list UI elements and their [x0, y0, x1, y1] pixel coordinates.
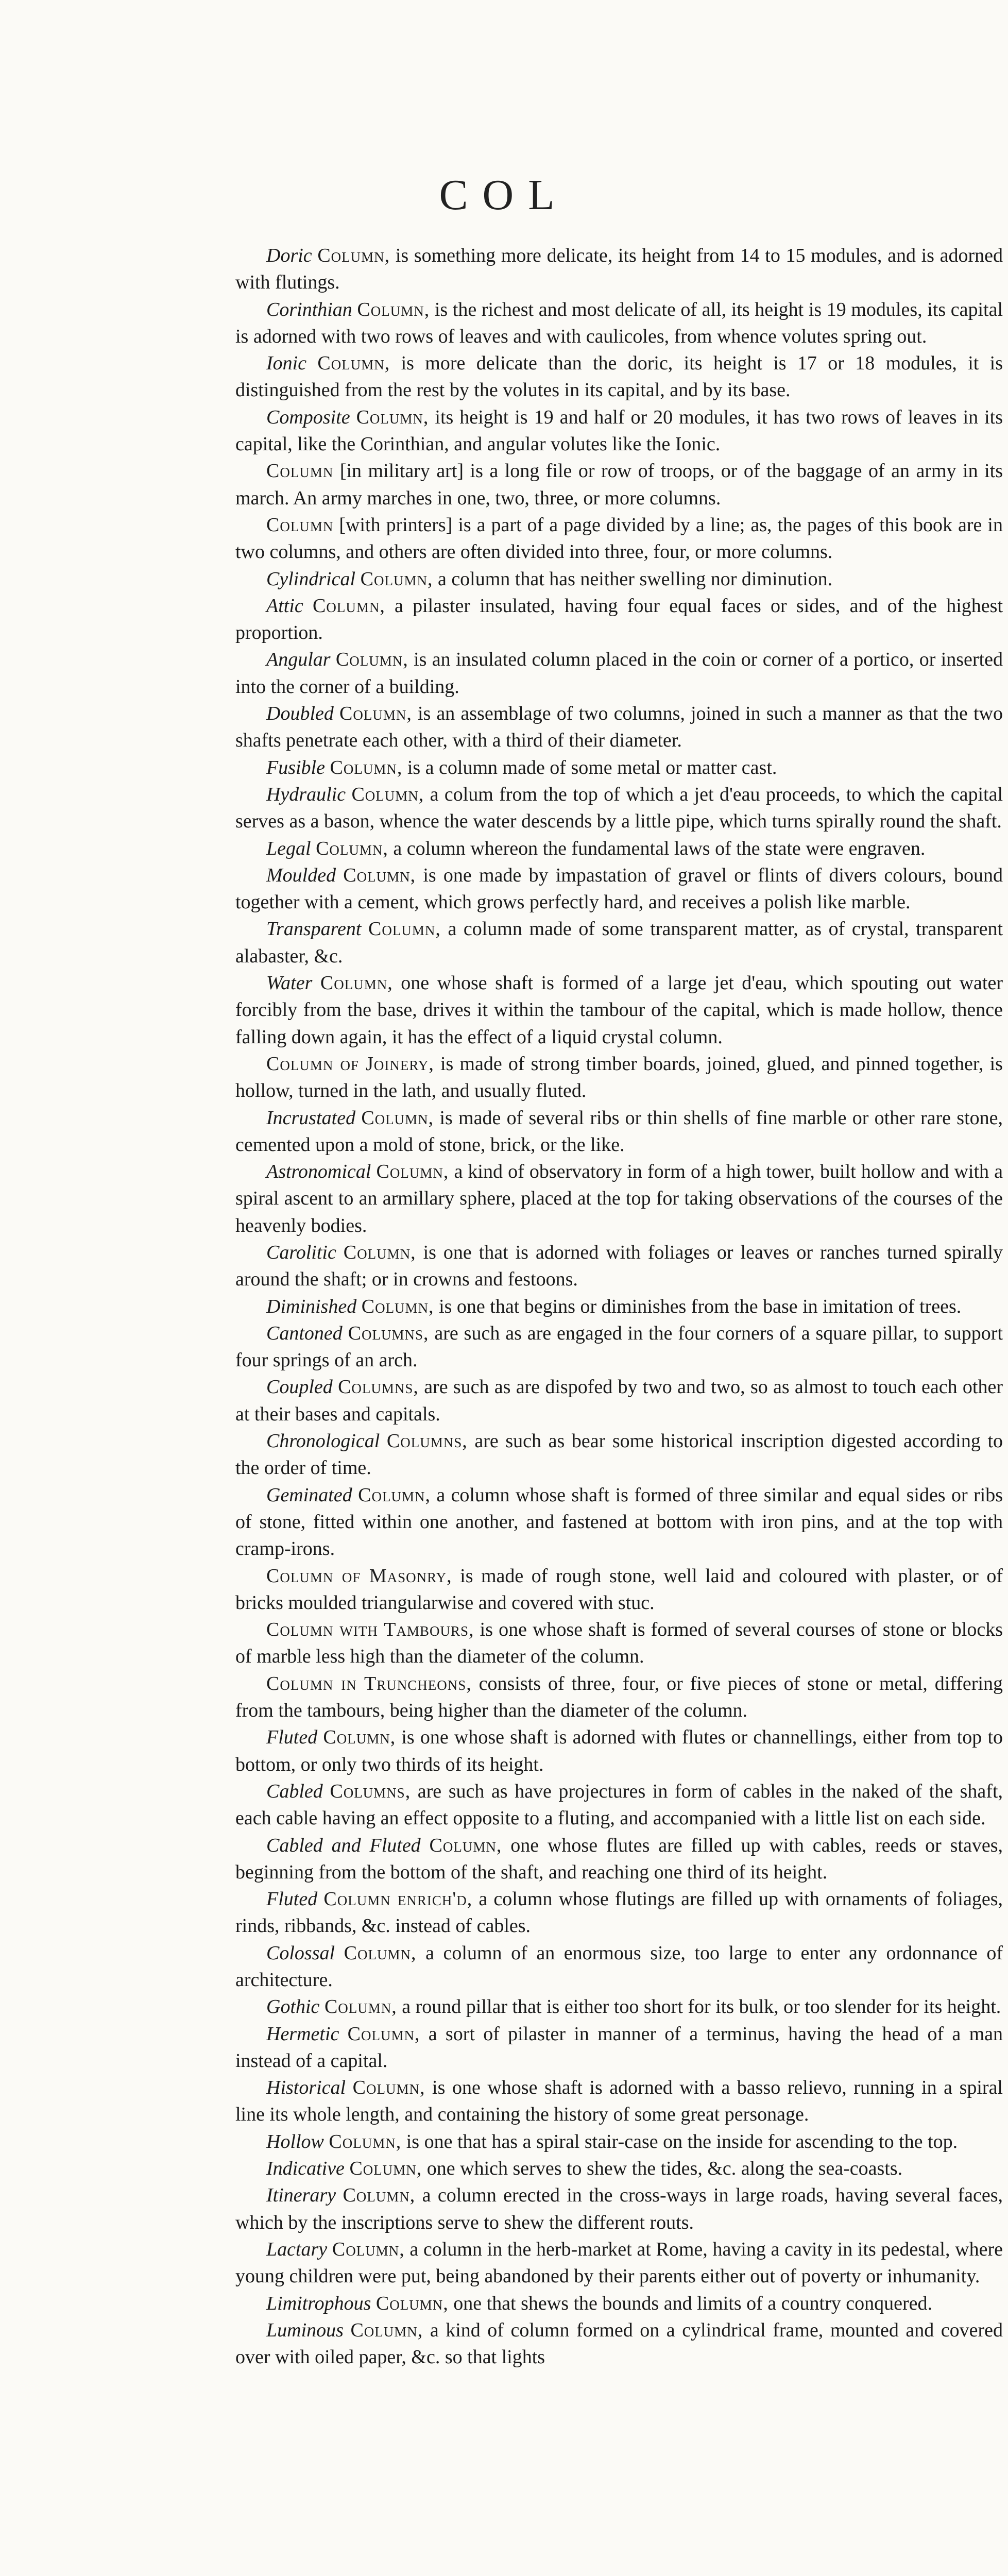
entry-term: Hollow: [266, 2130, 324, 2153]
dictionary-entry: [235, 2021, 1003, 2075]
entry-definition: one whose shaft is formed of a large jet d'eau, which spouting out water forcibly from the base, drives it within the tambour of the capital, which is made hollow, thence falling down again, it has the effect of a liquid crystal column.: [235, 972, 1003, 1048]
dictionary-entry: [235, 1563, 1003, 1617]
entry-term: Water: [266, 972, 313, 994]
entry-definition: consists of three, four, or five pieces of stone or metal, differing from the tambours, being higher than the diameter of the column.: [235, 1672, 1003, 1722]
entry-definition: a column that has neither swelling nor diminution.: [433, 568, 833, 590]
entry-definition: is one that has a spiral stair-case on the inside for ascending to the top.: [401, 2130, 958, 2153]
entry-definition: [in military art] is a long file or row of troops, or of the baggage of an army in its march. An army marches in one, two, three, or more columns.: [235, 460, 1003, 509]
entry-headword: Column,: [368, 918, 441, 940]
entry-definition: a round pillar that is either too short for its bulk, or too slender for its height.: [397, 1996, 1001, 2018]
entry-term: Indicative: [266, 2158, 345, 2180]
entry-definition: is more delicate than the doric, its height is 17 or 18 modules, it is distinguished from the rest by the volutes in its capital, and by its base.: [235, 352, 1003, 401]
entry-definition: is one that begins or diminishes from the base in imitation of trees.: [434, 1295, 962, 1317]
dictionary-entry: [235, 835, 1003, 862]
entry-definition: is made of several ribs or thin shells of fine marble or other rare stone, cemented upon a mold of stone, brick, or the like.: [235, 1107, 1003, 1156]
entry-term: Cylindrical: [266, 568, 356, 590]
entry-headword: Column,: [316, 837, 388, 859]
dictionary-entry: [235, 862, 1003, 916]
entry-headword: Column: [266, 514, 334, 536]
dictionary-entry: [235, 457, 1003, 512]
entry-term: Composite: [266, 406, 350, 428]
entry-definition: is one made by impastation of gravel or flints of divers colours, bound together with a cement, which grows perfectly hard, and receives a polish like marble.: [235, 864, 1003, 913]
dictionary-entry: [235, 404, 1003, 458]
dictionary-entry: [235, 2290, 1003, 2317]
entry-term: Fluted: [266, 1888, 318, 1910]
entry-headword: Column,: [323, 1726, 396, 1749]
entry-term: Luminous: [266, 2319, 344, 2341]
entry-headword: Column,: [324, 1996, 397, 2018]
dictionary-entry: [235, 1993, 1003, 2020]
entry-term: Diminished: [266, 1295, 357, 1317]
entry-headword: Column in Truncheons,: [266, 1672, 472, 1694]
dictionary-entry: [235, 1616, 1003, 1670]
entry-definition: are such as bear some historical inscription digested according to the order of time.: [235, 1430, 1003, 1479]
entry-headword: Column,: [375, 2292, 449, 2314]
entry-term: Coupled: [266, 1376, 333, 1398]
dictionary-entry: [235, 1293, 1003, 1320]
entry-headword: Column,: [361, 1107, 434, 1129]
entry-definition: one which serves to shew the tides, &c. along the sea-coasts.: [422, 2158, 903, 2180]
entry-term: Hermetic: [266, 2023, 339, 2045]
entry-definition: is one whose shaft is adorned with a basso relievo, running in a spiral line its whole length, and containing the history of some great personage.: [235, 2077, 1003, 2126]
entry-headword: Column enrich'd,: [323, 1888, 473, 1910]
entry-definition: a column whereon the fundamental laws of the state were engraven.: [388, 837, 926, 859]
entry-term: Ionic: [266, 352, 307, 375]
dictionary-entry: [235, 2128, 1003, 2155]
entry-definition: are such as are dispofed by two and two, so as almost to touch each other at their bases and capitals.: [235, 1376, 1003, 1425]
entry-headword: Columns,: [348, 1322, 429, 1344]
entry-headword: Column,: [320, 972, 393, 994]
entry-term: Gothic: [266, 1996, 320, 2018]
entry-headword: Column,: [357, 298, 430, 320]
entry-term: Doric: [266, 245, 312, 266]
entry-term: Hydraulic: [266, 783, 346, 805]
entry-definition: a column erected in the cross-ways in large roads, having several faces, which by the inscriptions serve to shew the different routs.: [235, 2184, 1003, 2233]
entry-definition: is an insulated column placed in the coin or corner of a portico, or inserted into the corner of a building.: [235, 649, 1003, 698]
entry-definition: is the richest and most delicate of all, its height is 19 modules, its capital is adorned with two rows of leaves and with caulicoles, from whence volutes spring out.: [235, 298, 1003, 347]
dictionary-entry: [235, 350, 1003, 404]
entry-headword: Column,: [429, 1834, 502, 1856]
entry-headword: Column,: [335, 649, 408, 671]
entry-definition: a column made of some transparent matter, as of crystal, transparent alabaster, &c.: [235, 918, 1003, 967]
entry-term: Itinerary: [266, 2184, 336, 2207]
entry-definition: is an assemblage of two columns, joined in such a manner as that the two shafts penetrate each other, with a third of their diameter.: [235, 703, 1003, 752]
dictionary-entry: [235, 970, 1003, 1050]
entry-term: Geminated: [266, 1484, 352, 1506]
entry-definition: is made of strong timber boards, joined, glued, and pinned together, is hollow, turned in the lath, and usually fluted.: [235, 1053, 1003, 1102]
entry-definition: a kind of column formed on a cylindrical frame, mounted and covered over with oiled paper, &c. so that lights: [235, 2319, 1003, 2368]
entry-headword: Column,: [343, 1241, 416, 1263]
entry-headword: Column,: [347, 2023, 420, 2045]
entry-headword: Column,: [332, 2238, 405, 2260]
entry-headword: Column,: [344, 1942, 417, 1964]
entry-definition: its height is 19 and half or 20 modules, it has two rows of leaves in its capital, like the Corinthian, and angular volutes like the Ionic.: [235, 406, 1003, 455]
dictionary-entry: [235, 781, 1003, 835]
dictionary-entry: [235, 1320, 1003, 1374]
entry-definition: a column in the herb-market at Rome, having a cavity in its pedestal, where young children were put, being abandoned by their parents either out of poverty or inhumanity.: [235, 2238, 1003, 2287]
entry-definition: a column whose shaft is formed of three similar and equal sides or ribs of stone, fitted within one another, and fastened at bottom with iron pins, and at the top with cramp-irons.: [235, 1484, 1003, 1560]
dictionary-entry: [235, 512, 1003, 566]
dictionary-entry: [235, 242, 1003, 296]
entry-definition: is made of rough stone, well laid and coloured with plaster, or of bricks moulded triangularwise and covered with stuc.: [235, 1565, 1003, 1614]
dictionary-entry: [235, 1482, 1003, 1563]
dictionary-entry: [235, 754, 1003, 781]
entry-headword: Column,: [343, 864, 416, 886]
entry-headword: Column of Joinery,: [266, 1053, 434, 1075]
dictionary-entry: [235, 1670, 1003, 1724]
entry-definition: a sort of pilaster in manner of a terminus, having the head of a man instead of a capital.: [235, 2023, 1003, 2072]
dictionary-entry: [235, 566, 1003, 592]
entry-headword: Column of Masonry,: [266, 1565, 452, 1587]
entry-headword: Column,: [360, 568, 433, 590]
entry-headword: Column,: [339, 703, 412, 725]
dictionary-entry: [235, 2317, 1003, 2371]
entry-definition: a pilaster insulated, having four equal faces or sides, and of the highest proportion.: [235, 595, 1003, 644]
entry-term: Chronological: [266, 1430, 380, 1452]
entry-headword: Column,: [349, 2158, 422, 2180]
dictionary-entry: [235, 1050, 1003, 1105]
entry-definition: is something more delicate, its height from 14 to 15 modules, and is adorned with flutings.: [235, 245, 1003, 294]
entry-term: Corinthian: [266, 298, 352, 320]
dictionary-entry: [235, 1105, 1003, 1159]
dictionary-entry: [235, 1778, 1003, 1832]
entry-headword: Column,: [317, 245, 390, 266]
dictionary-entry: [235, 1158, 1003, 1239]
entry-headword: Column,: [358, 1484, 431, 1506]
entry-headword: Column,: [356, 406, 429, 428]
entry-column: [235, 242, 1003, 2370]
entry-headword: Columns,: [386, 1430, 468, 1452]
dictionary-entry: [235, 2236, 1003, 2290]
entry-term: Cantoned: [266, 1322, 343, 1344]
entry-definition: one whose flutes are filled up with cables, reeds or staves, beginning from the bottom of the shaft, and reaching one third of its height.: [235, 1834, 1003, 1883]
dictionary-entry: [235, 1724, 1003, 1778]
entry-term: Angular: [266, 649, 331, 671]
entry-term: Carolitic: [266, 1241, 336, 1263]
dictionary-entry: [235, 646, 1003, 700]
entry-term: Lactary: [266, 2238, 328, 2260]
dictionary-entry: [235, 1940, 1003, 1994]
entry-term: Cabled: [266, 1780, 323, 1802]
entry-term: Limitrophous: [266, 2292, 371, 2314]
entry-headword: Column: [266, 460, 334, 482]
entry-headword: Column,: [376, 1161, 449, 1183]
entry-definition: are such as are engaged in the four corners of a square pillar, to support four springs of an arch.: [235, 1322, 1003, 1371]
entry-term: Moulded: [266, 864, 336, 886]
entry-term: Fusible: [266, 756, 325, 778]
entry-term: Astronomical: [266, 1161, 371, 1183]
dictionary-entry: [235, 1428, 1003, 1482]
entry-term: Attic: [266, 595, 303, 617]
entry-definition: is a column made of some metal or matter cast.: [402, 756, 777, 778]
entry-definition: is one whose shaft is adorned with flutes or channellings, either from top to bottom, or only two thirds of its height.: [235, 1726, 1003, 1775]
entry-term: Transparent: [266, 918, 362, 940]
dictionary-entry: [235, 2182, 1003, 2236]
entry-definition: a column whose flutings are filled up with ornaments of foliages, rinds, ribbands, &c. instead of cables.: [235, 1888, 1003, 1937]
entry-headword: Column,: [352, 2077, 425, 2099]
dictionary-entry: [235, 916, 1003, 970]
entry-term: Colossal: [266, 1942, 335, 1964]
entry-headword: Columns,: [330, 1780, 411, 1802]
dictionary-entry: [235, 2074, 1003, 2128]
dictionary-entry: [235, 1886, 1003, 1940]
entry-headword: Column,: [329, 2130, 402, 2153]
entry-headword: Column,: [330, 756, 403, 778]
entry-term: Historical: [266, 2077, 346, 2099]
dictionary-entry: [235, 1832, 1003, 1886]
dictionary-entry: [235, 592, 1003, 647]
entry-headword: Column with Tambours,: [266, 1619, 474, 1641]
entry-term: Doubled: [266, 703, 334, 725]
dictionary-entry: [235, 296, 1003, 350]
entry-definition: are such as have projectures in form of cables in the naked of the shaft, each cable having an effect opposite to a fluting, and accompanied with a little list on each side.: [235, 1780, 1003, 1829]
entry-headword: Column,: [361, 1295, 434, 1317]
entry-definition: is one whose shaft is formed of several courses of stone or blocks of marble less high than the diameter of the column.: [235, 1619, 1003, 1668]
entry-term: Incrustated: [266, 1107, 356, 1129]
entry-headword: Column,: [351, 783, 424, 805]
entry-headword: Column,: [350, 2319, 423, 2341]
entry-headword: Column,: [317, 352, 390, 375]
dictionary-entry: [235, 1374, 1003, 1428]
entry-definition: a column of an enormous size, too large to enter any ordonnance of architecture.: [235, 1942, 1003, 1991]
entry-definition: a colum from the top of which a jet d'eau proceeds, to which the capital serves as a bason, whence the water descends by a little pipe, which turns spirally round the shaft.: [235, 783, 1003, 833]
dictionary-entry: [235, 2155, 1003, 2182]
entry-definition: one that shews the bounds and limits of a country conquered.: [448, 2292, 933, 2314]
entry-term: Legal: [266, 837, 311, 859]
entry-definition: a kind of observatory in form of a high tower, built hollow and with a spiral ascent to an armillary sphere, placed at the top for taking observations of the courses of the heavenly bodies.: [235, 1161, 1003, 1236]
entry-headword: Columns,: [338, 1376, 419, 1398]
entry-definition: [with printers] is a part of a page divided by a line; as, the pages of this book are in two columns, and others are often divided into three, four, or more columns.: [235, 514, 1003, 563]
entry-term: Fluted: [266, 1726, 318, 1749]
dictionary-entry: [235, 700, 1003, 754]
entry-term: Cabled and Fluted: [266, 1834, 421, 1856]
entry-headword: Column,: [343, 2184, 416, 2207]
entry-headword: Column,: [312, 595, 385, 617]
dictionary-entry: [235, 1239, 1003, 1293]
page-header: COL: [439, 171, 569, 219]
entry-definition: is one that is adorned with foliages or leaves or ranches turned spirally around the shaft; or in crowns and festoons.: [235, 1241, 1003, 1291]
